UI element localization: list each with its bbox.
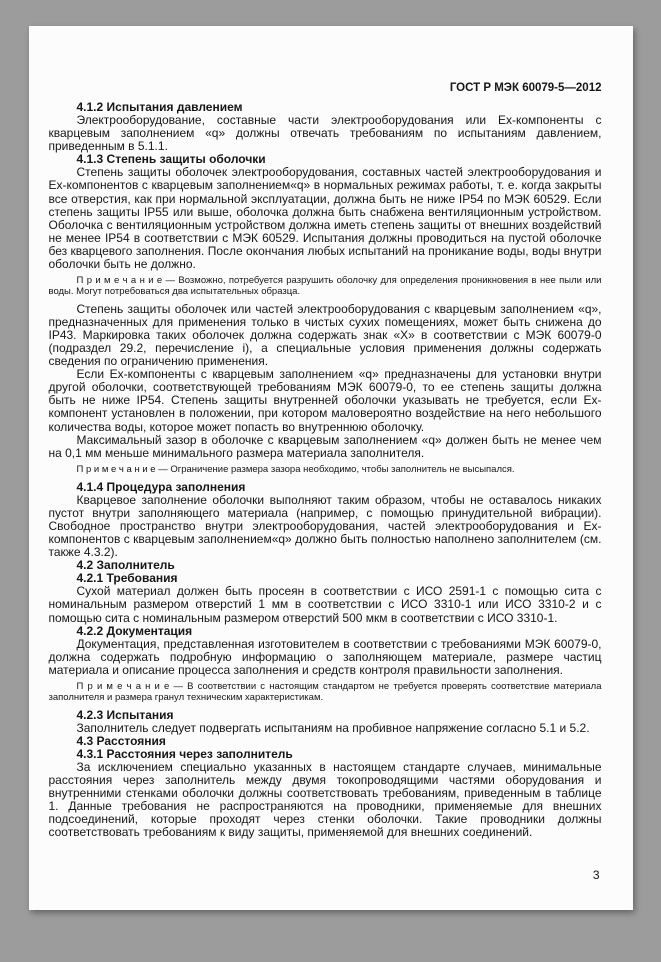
body-paragraph: Заполнитель следует подвергать испытаниям на пробивное напряжение согласно 5.1 и 5.2. — [76, 720, 590, 735]
section-heading: 4.2 Заполнитель — [76, 558, 175, 573]
section-heading: 4.1.2 Испытания давлением — [76, 100, 243, 114]
body-paragraph: Степень защиты оболочек или частей электрооборудования с кварцевым заполнением «q», предназначенных для применения только в чистых сухих помещениях, может быть снижена до IP43. Маркировка таких оболочек должна содержать знак «X» в соответствии с МЭК 60079-0 (подраздел 29.2, перечисление i), а специальные условия применения должны содержать сведения по ограничению применения. — [48, 301, 602, 369]
section-heading: 4.2.2 Документация — [76, 623, 193, 638]
body-paragraph: Электрооборудование, составные части электрооборудования или Ex-компоненты с кварцевым заполнением «q» должны отвечать требованиям по испытаниям давлением, приведенным в 5.1.1. — [48, 113, 602, 154]
body-paragraph: За исключением специально указанных в настоящем стандарте случаев, минимальные расстояния через заполнитель между двумя токопроводящими частями оборудования и внутренними стенками оболочки должны соответствовать требованиям, приведенным в таблице 1. Данные требования не распространяются на проводники, применяемые для внешних подсоединений, которые проходят через стенки оболочки. Такие проводники должны соответствовать требованиям к виду защиты, применяемой для внешних соединений. — [48, 760, 602, 840]
body-paragraph: Степень защиты оболочек электрооборудования, составных частей электрооборудования и Ex-компонентов с кварцевым заполнением«q» в нормальных режимах работы, т. е. когда закрыты все отверстия, как при нормальной эксплуатации, должна быть не ниже IP54 по МЭК 60529. Если степень защиты IP55 или выше, оболочка должна быть снабжена вентиляционным устройством. Оболочка с вентиляционным устройством должна иметь степень защиты от внешних воздействий не менее IP54 в соответствии с МЭК 60529. Испытания должны проводиться на пустой оболочке без кварцевого заполнения. После окончания любых испытаний на проникание воды, воды внутри оболочки быть не должно. — [48, 165, 602, 271]
note-paragraph: П р и м е ч а н и е — Ограничение размера зазора необходимо, чтобы заполнитель не высыпался. — [76, 463, 515, 475]
page-number: 3 — [592, 868, 600, 882]
section-heading: 4.3 Расстояния — [76, 733, 166, 748]
section-heading: 4.2.3 Испытания — [76, 707, 174, 722]
section-heading: 4.1.4 Процедура заполнения — [76, 479, 246, 494]
note-paragraph: П р и м е ч а н и е — В соответствии с настоящим стандартом не требуется проверять соответствие материала заполнителя и размера гранул техническим характеристикам. — [48, 680, 602, 703]
body-paragraph: Максимальный зазор в оболочке с кварцевым заполнением «q» должен быть не менее чем на 0,1 мм меньше минимального размера материала заполнителя. — [48, 432, 602, 460]
body-paragraph: Документация, представленная изготовителем в соответствии с требованиями МЭК 60079-0, должна содержать подробную информацию о заполняющем материале, размере частиц материала и описание процесса заполнения и средств контроля правильности заполнения. — [48, 636, 602, 677]
body-paragraph: Кварцевое заполнение оболочки выполняют таким образом, чтобы не оставалось никаких пустот внутри заполняющего материала (например, с помощью принудительной вибрации). Свободное пространство внутри электрооборудования, частей электрооборудования и Ex-компонентов с кварцевым заполнением«q» должно быть полностью наполнено заполнителем (см. также 4.3.2). — [48, 492, 602, 560]
document-page — [29, 26, 633, 910]
document-standard-header: ГОСТ Р МЭК 60079-5—2012 — [449, 82, 602, 94]
body-paragraph: Сухой материал должен быть просеян в соответствии с ИСО 2591-1 с помощью сита с номинальным размером отверстий 1 мм в соответствии с ИСО 3310-1 или ИСО 3310-2 и с помощью сита с номинальным размером отверстий 500 мкм в соответствии с ИСО 3310-1. — [48, 584, 602, 625]
body-paragraph: Если Ex-компоненты с кварцевым заполнением «q» предназначены для установки внутри другой оболочки, соответствующей требованиям МЭК 60079-0, то ее степень защиты должна быть не ниже IP54. Степень защиты внутренней оболочки указывать не требуется, если Ex-компонент установлен в положении, при котором маловероятно воздействие на него небольшого количества воды, которое может попасть во внутреннюю оболочку. — [48, 367, 602, 434]
note-paragraph: П р и м е ч а н и е — Возможно, потребуется разрушить оболочку для определения проникновения в нее пыли или воды. Могут потребоваться два испытательных образца. — [48, 275, 602, 297]
document-content — [49, 101, 602, 840]
section-heading: 4.1.3 Степень защиты оболочки — [76, 152, 266, 167]
section-heading: 4.3.1 Расстояния через заполнитель — [76, 746, 293, 761]
section-heading: 4.2.1 Требования — [76, 571, 178, 586]
